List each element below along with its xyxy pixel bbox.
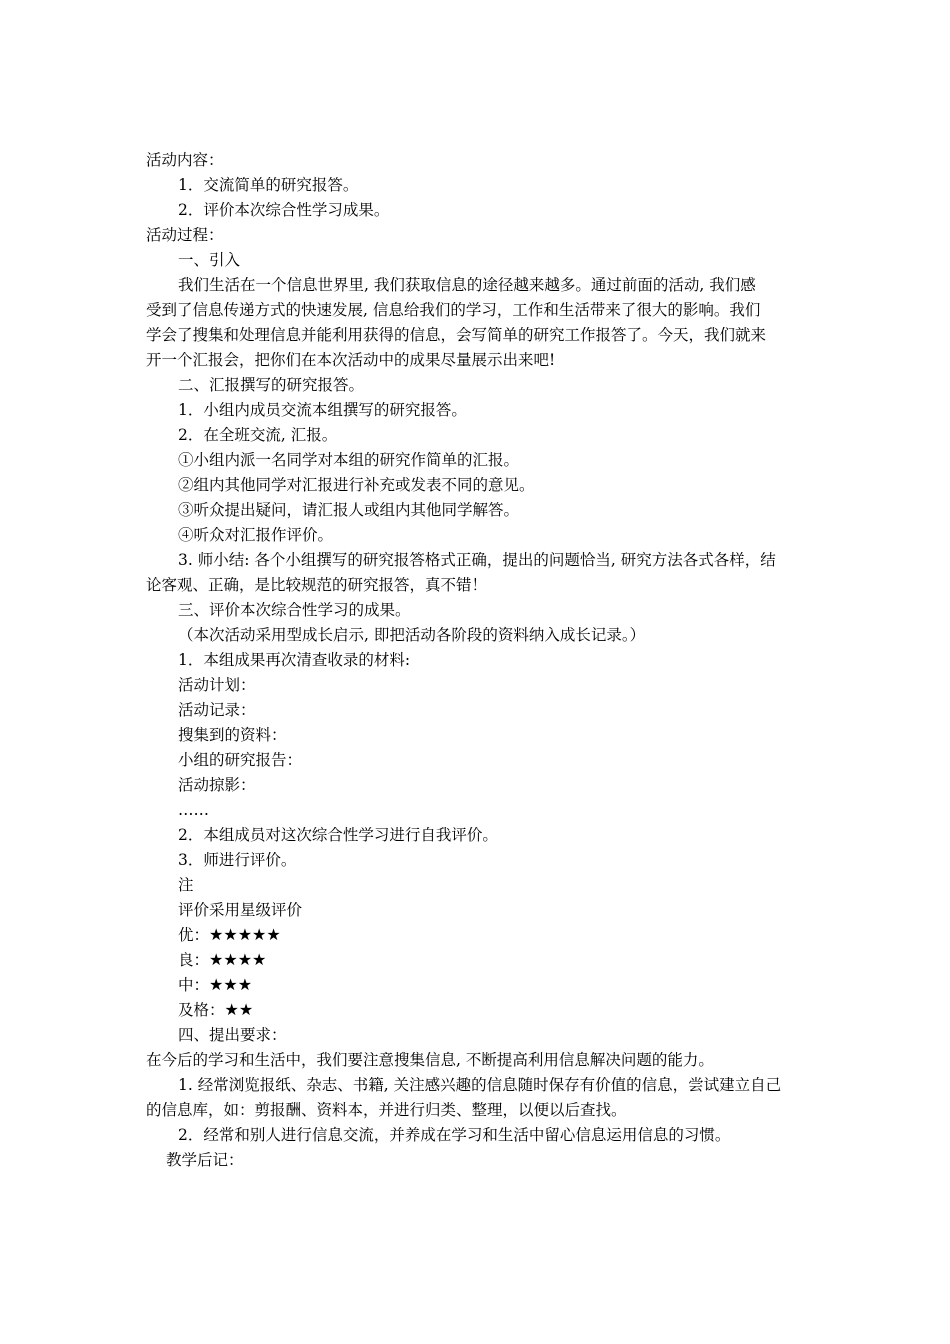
- material-item: 搜集到的资料：: [178, 726, 287, 744]
- rating-row: [178, 948, 848, 972]
- section-title: 四、提出要求：: [178, 1026, 287, 1044]
- section-title: 一、引入: [178, 251, 241, 269]
- list-item: ③听众提出疑问，请汇报人或组内其他同学解答。: [178, 501, 520, 519]
- paragraph-line: 我们生活在一个信息世界里, 我们获取信息的途径越来越多。通过前面的活动, 我们感: [178, 276, 756, 294]
- list-item: 1．本组成果再次清查收录的材料:: [178, 651, 411, 669]
- summary-line: 3. 师小结: 各个小组撰写的研究报答格式正确，提出的问题恰当, 研究方法各式各样，结: [178, 551, 776, 569]
- material-item: ……: [178, 801, 209, 819]
- afterword-heading: 教学后记：: [166, 1151, 244, 1169]
- material-item: 小组的研究报告：: [178, 751, 303, 769]
- content-heading: 活动内容：: [146, 151, 224, 169]
- star-rating-icon: ★★★★★: [209, 925, 281, 944]
- list-item: 2．在全班交流, 汇报。: [178, 426, 338, 444]
- rating-row: [178, 923, 848, 947]
- note-line: （本次活动采用型成长启示, 即把活动各阶段的资料纳入成长记录。）: [178, 626, 646, 644]
- rating-label: 良：: [178, 951, 210, 969]
- material-item: 活动计划：: [178, 676, 256, 694]
- rating-intro: 评价采用星级评价: [178, 901, 303, 919]
- material-item: 活动掠影：: [178, 776, 256, 794]
- list-item: 1．小组内成员交流本组撰写的研究报答。: [178, 401, 467, 419]
- material-item: 活动记录：: [178, 701, 256, 719]
- list-item: 3．师进行评价。: [178, 851, 297, 869]
- list-item: 2．本组成员对这次综合性学习进行自我评价。: [178, 826, 498, 844]
- list-item: 1. 经常浏览报纸、杂志、书籍, 关注感兴趣的信息随时保存有价值的信息，尝试建立自己: [178, 1076, 782, 1094]
- note-label: 注: [178, 876, 194, 894]
- rating-label: 及格：: [178, 1001, 225, 1019]
- paragraph-line: 开一个汇报会，把你们在本次活动中的成果尽量展示出来吧!: [146, 351, 556, 369]
- content-item: 2．评价本次综合性学习成果。: [178, 201, 390, 219]
- content-item: 1．交流简单的研究报答。: [178, 176, 359, 194]
- star-rating-icon: ★★★: [209, 975, 253, 994]
- rating-label: 中：: [178, 976, 210, 994]
- list-item: ①小组内派一名同学对本组的研究作简单的汇报。: [178, 451, 520, 469]
- list-item: 2．经常和别人进行信息交流，并养成在学习和生活中留心信息运用信息的习惯。: [178, 1126, 731, 1144]
- summary-line: 论客观、正确，是比较规范的研究报答，真不错！: [146, 576, 488, 594]
- list-item: 的信息库，如：剪报酬、资料本，并进行归类、整理，以便以后查找。: [146, 1101, 627, 1119]
- star-rating-icon: ★★: [224, 1000, 254, 1019]
- process-heading: 活动过程：: [146, 226, 224, 244]
- paragraph-line: 学会了搜集和处理信息并能利用获得的信息，会写简单的研究工作报答了。今天，我们就来: [146, 326, 767, 344]
- paragraph-line: 在今后的学习和生活中，我们要注意搜集信息, 不断提高利用信息解决问题的能力。: [146, 1051, 714, 1069]
- rating-row: [178, 998, 848, 1022]
- paragraph-line: 受到了信息传递方式的快速发展, 信息给我们的学习，工作和生活带来了很大的影响。我们: [146, 301, 761, 319]
- list-item: ④听众对汇报作评价。: [178, 526, 334, 544]
- rating-row: [178, 973, 848, 997]
- star-rating-icon: ★★★★: [209, 950, 267, 969]
- section-title: 三、评价本次综合性学习的成果。: [178, 601, 411, 619]
- rating-label: 优：: [178, 926, 210, 944]
- list-item: ②组内其他同学对汇报进行补充或发表不同的意见。: [178, 476, 535, 494]
- section-title: 二、汇报撰写的研究报答。: [178, 376, 365, 394]
